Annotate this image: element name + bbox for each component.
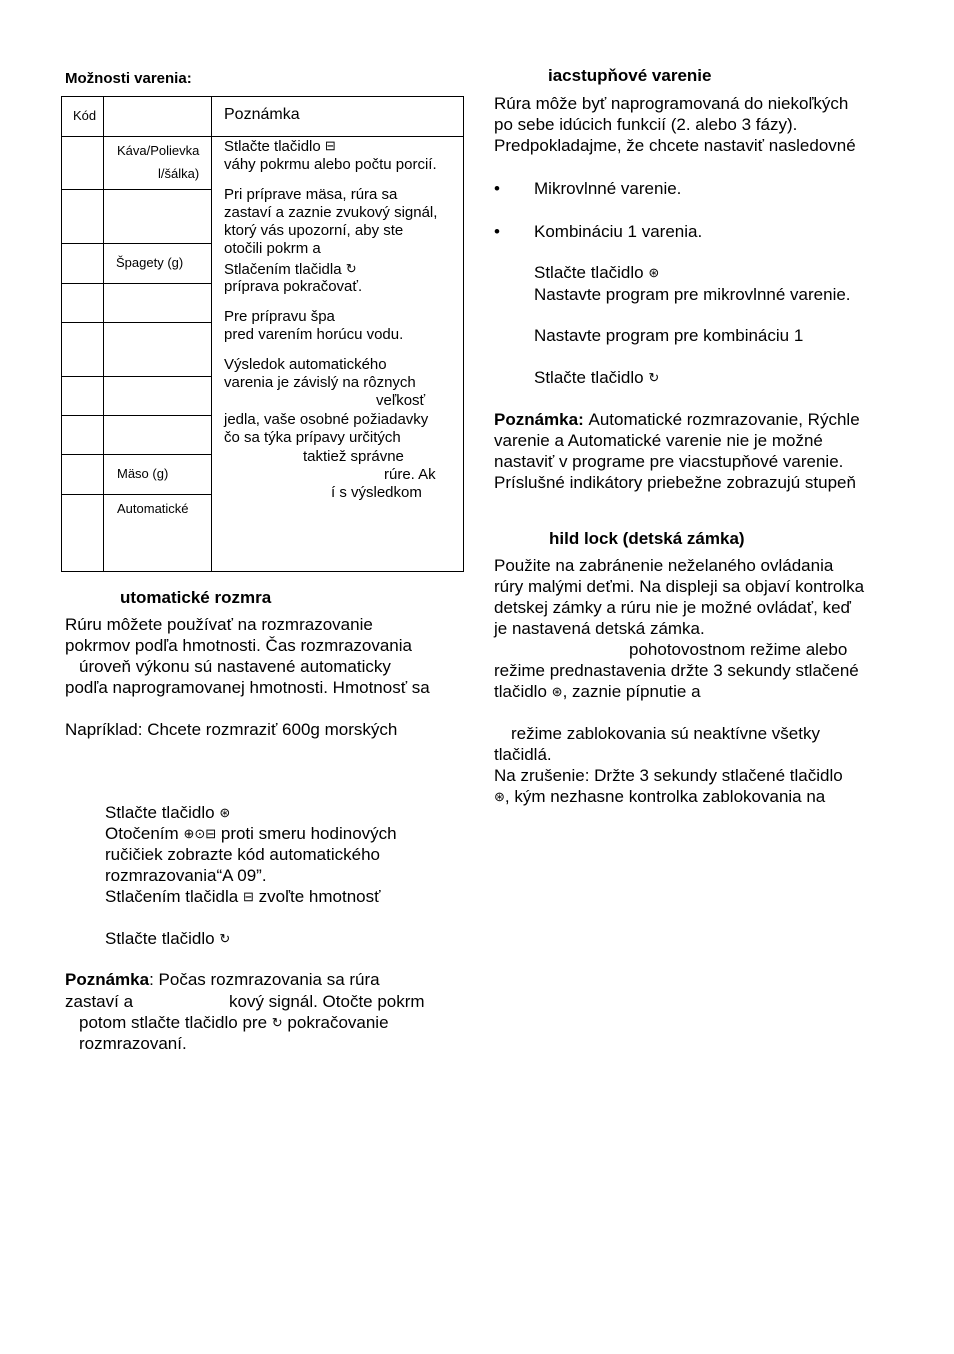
lock-text: Použite na zabránenie neželaného ovládania	[494, 556, 834, 575]
note-line: varenia je závislý na rôznych	[224, 374, 416, 391]
bullet-item: Kombináciu 1 varenia.	[534, 222, 703, 241]
note-line: veľkosť	[376, 392, 426, 409]
table-row: Automatické	[117, 501, 189, 516]
table-row: l/šálka)	[158, 166, 200, 181]
weight-icon: ⊟	[242, 889, 254, 904]
table-row: Špagety (g)	[116, 255, 184, 270]
note-line: taktiež správne	[303, 448, 404, 465]
note-line: váhy pokrmu alebo počtu porcií.	[224, 156, 437, 173]
note-line: otočili pokrm a	[224, 240, 321, 257]
defrost-note: kový signál. Otočte pokrm	[229, 992, 425, 1011]
stop-icon: ⊛	[219, 805, 231, 820]
section-title: Možnosti varenia:	[65, 70, 192, 87]
multi-text: Predpokladajme, že chcete nastaviť nasledovné	[494, 136, 856, 155]
defrost-text: Rúru môžete používať na rozmrazovanie	[65, 615, 373, 634]
multi-title: iacstupňové varenie	[548, 66, 712, 85]
bullet-item: Mikrovlnné varenie.	[534, 179, 682, 198]
note-line: rúre. Ak	[384, 466, 436, 483]
defrost-text: pokrmov podľa hmotnosti. Čas rozmrazovania	[65, 636, 412, 655]
table-header-code: Kód	[73, 108, 97, 123]
defrost-note: potom stlačte tlačidlo pre ↻ pokračovanie	[79, 1013, 389, 1032]
multi-step: Nastavte program pre mikrovlnné varenie.	[534, 285, 851, 304]
start-icon: ↻	[219, 931, 231, 946]
defrost-step: ručičiek zobrazte kód automatického	[105, 845, 380, 864]
multi-step: Stlačte tlačidlo ⊛	[534, 263, 660, 282]
start-icon: ↻	[271, 1015, 283, 1030]
table-row: Káva/Polievka	[117, 143, 200, 158]
defrost-step: Stlačte tlačidlo ↻	[105, 929, 231, 948]
defrost-note: zastaví a	[65, 992, 134, 1011]
multi-note: Poznámka: Automatické rozmrazovanie, Rýchle	[494, 410, 860, 429]
lock-text: Na zrušenie: Držte 3 sekundy stlačené tlačidlo	[494, 766, 843, 785]
note-line: Stlačením tlačidla ↻	[224, 261, 357, 278]
start-icon: ↻	[345, 261, 357, 276]
lock-title: hild lock (detská zámka)	[549, 529, 745, 548]
defrost-step: rozmrazovania“A 09”.	[105, 866, 267, 885]
lock-text: pohotovostnom režime alebo	[629, 640, 848, 659]
stop-icon: ⊛	[494, 789, 505, 804]
lock-text: režime zablokovania sú neaktívne všetky	[511, 724, 820, 743]
table-row: Mäso (g)	[117, 466, 169, 481]
note-line: Pri príprave mäsa, rúra sa	[224, 186, 398, 203]
defrost-text: úroveň výkonu sú nastavené automaticky	[79, 657, 391, 676]
defrost-title: utomatické rozmra	[120, 588, 272, 607]
lock-text: režime prednastavenia držte 3 sekundy stlačené	[494, 661, 859, 680]
multi-text: Rúra môže byť naprogramovaná do niekoľkých	[494, 94, 849, 113]
note-line: jedla, vaše osobné požiadavky	[224, 411, 429, 428]
multi-note: varenie a Automatické varenie nie je možné	[494, 431, 823, 450]
multi-note: nastaviť v programe pre viacstupňové varenie.	[494, 452, 844, 471]
lock-text: detskej zámky a rúru nie je možné ovládať, keď	[494, 598, 851, 617]
note-line: ktorý vás upozorní, aby ste	[224, 222, 404, 239]
weight-icon: ⊟	[324, 138, 336, 153]
defrost-note: Poznámka: Počas rozmrazovania sa rúra	[65, 970, 380, 989]
table-header-note: Poznámka	[224, 106, 300, 123]
lock-text: tlačidlá.	[494, 745, 552, 764]
note-line: Stlačte tlačidlo ⊟	[224, 138, 336, 155]
note-line: príprava pokračovať.	[224, 278, 363, 295]
note-line: zastaví a zaznie zvukový signál,	[224, 204, 438, 221]
note-line: čo sa týka prípavy určitých	[224, 429, 401, 446]
bullet: •	[494, 179, 500, 198]
defrost-step: Stlačením tlačidla ⊟ zvoľte hmotnosť	[105, 887, 381, 906]
multi-note: Príslušné indikátory priebežne zobrazujú stupeň	[494, 473, 856, 492]
stop-icon: ⊛	[551, 684, 563, 699]
note-line: Výsledok automatického	[224, 356, 387, 373]
note-line: í s výsledkom	[331, 484, 422, 501]
defrost-note: rozmrazovaní.	[79, 1034, 187, 1053]
dial-icon: ⊕⊙⊟	[183, 826, 217, 841]
defrost-step: Otočením ⊕⊙⊟ proti smeru hodinových	[105, 824, 397, 843]
note-line: Pre prípravu špa	[224, 308, 335, 325]
defrost-step: Stlačte tlačidlo ⊛	[105, 803, 231, 822]
multi-text: po sebe idúcich funkcií (2. alebo 3 fázy).	[494, 115, 798, 134]
lock-text: tlačidlo ⊛, zaznie pípnutie a	[494, 682, 701, 701]
lock-text: je nastavená detská zámka.	[494, 619, 705, 638]
defrost-text: Napríklad: Chcete rozmraziť 600g morských	[65, 720, 398, 739]
start-icon: ↻	[648, 370, 660, 385]
note-line: pred varením horúcu vodu.	[224, 326, 404, 343]
stop-icon: ⊛	[648, 265, 660, 280]
multi-step: Nastavte program pre kombináciu 1	[534, 326, 804, 345]
bullet: •	[494, 222, 500, 241]
defrost-text: podľa naprogramovanej hmotnosti. Hmotnosť sa	[65, 678, 430, 697]
lock-text: ⊛, kým nezhasne kontrolka zablokovania na	[494, 787, 826, 806]
multi-step: Stlačte tlačidlo ↻	[534, 368, 660, 387]
lock-text: rúry malými deťmi. Na displeji sa objaví kontrolka	[494, 577, 865, 596]
